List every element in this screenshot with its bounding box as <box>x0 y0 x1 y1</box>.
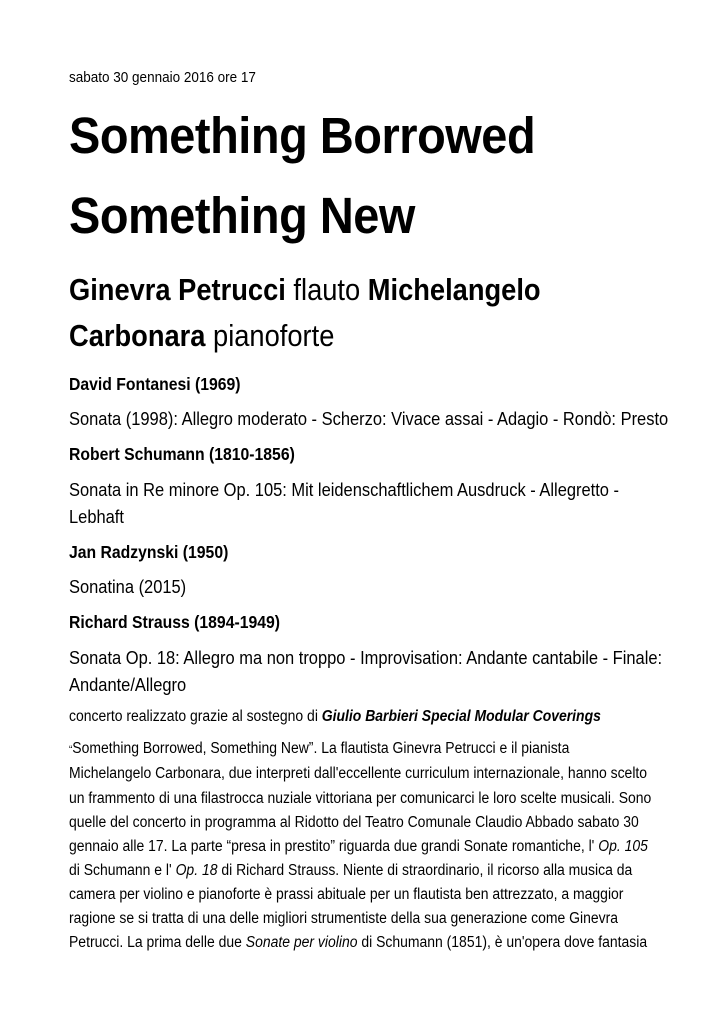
performers-line-2 <box>69 318 334 354</box>
sponsor-name: Giulio Barbieri Special Modular Coverings <box>321 708 601 725</box>
program-composer: Richard Strauss (1894-1949) <box>69 612 280 632</box>
sponsor-note <box>69 708 601 726</box>
program-piece: Sonata in Re minore Op. 105: Mit leidenschaftlichem Ausdruck - Allegretto - <box>69 479 620 500</box>
program-piece: Sonatina (2015) <box>69 576 187 597</box>
program-composer: Jan Radzynski (1950) <box>69 542 229 562</box>
body-paragraph-line: gennaio alle 17. La parte “presa in prestito” riguarda due grandi Sonate romantiche, l' Op. 105 <box>69 838 648 855</box>
program-piece: Sonata (1998): Allegro moderato - Scherzo: Vivace assai - Adagio - Rondò: Presto <box>69 408 669 429</box>
open-quote: “ <box>69 744 73 756</box>
program-composer: David Fontanesi (1969) <box>69 374 241 394</box>
performers-line-1 <box>69 272 541 308</box>
performer-name-2-part-2: Carbonara <box>69 318 206 353</box>
program-piece-continued: Lebhaft <box>69 506 124 527</box>
body-paragraph-line: Michelangelo Carbonara, due interpreti dall'eccellente curriculum internazionale, hanno scelto <box>69 765 648 782</box>
body-paragraph-line: di Schumann e l' Op. 18 di Richard Strauss. Niente di straordinario, il ricorso alla musica da <box>69 862 633 879</box>
body-paragraph-line: Petrucci. La prima delle due Sonate per violino di Schumann (1851), è un'opera dove fantasia <box>69 934 648 951</box>
performer-role-2: pianoforte <box>213 318 335 353</box>
event-title-line-2: Something New <box>69 187 415 244</box>
sponsor-prefix: concerto realizzato grazie al sostegno di <box>69 708 322 725</box>
performer-role-1: flauto <box>293 272 361 307</box>
work-title-italic: Sonate per violino <box>245 934 358 951</box>
program-composer: Robert Schumann (1810-1856) <box>69 444 295 464</box>
work-title-italic: Op. 105 <box>598 838 648 855</box>
program-piece: Sonata Op. 18: Allegro ma non troppo - Improvisation: Andante cantabile - Finale: <box>69 647 663 668</box>
body-paragraph-line: quelle del concerto in programma al Ridotto del Teatro Comunale Claudio Abbado sabato 30 <box>69 814 639 831</box>
body-paragraph-line: “Something Borrowed, Something New”. La flautista Ginevra Petrucci e il pianista <box>69 740 570 757</box>
body-paragraph-line: un frammento di una filastrocca nuziale vittoriana per comunicarci le loro scelte musicali. Sono <box>69 790 652 807</box>
work-title-italic: Op. 18 <box>175 862 218 879</box>
program-piece-continued: Andante/Allegro <box>69 674 187 695</box>
body-paragraph-line: ragione se si tratta di una delle migliori strumentiste della sua generazione come Ginevra <box>69 910 618 927</box>
event-date: sabato 30 gennaio 2016 ore 17 <box>69 69 256 86</box>
event-title-line-1: Something Borrowed <box>69 107 536 164</box>
performer-name-2-part-1: Michelangelo <box>367 272 541 307</box>
body-paragraph-line: camera per violino e pianoforte è prassi abituale per un flautista ben attrezzato, a maggior <box>69 886 624 903</box>
performer-name-1: Ginevra Petrucci <box>69 272 286 307</box>
